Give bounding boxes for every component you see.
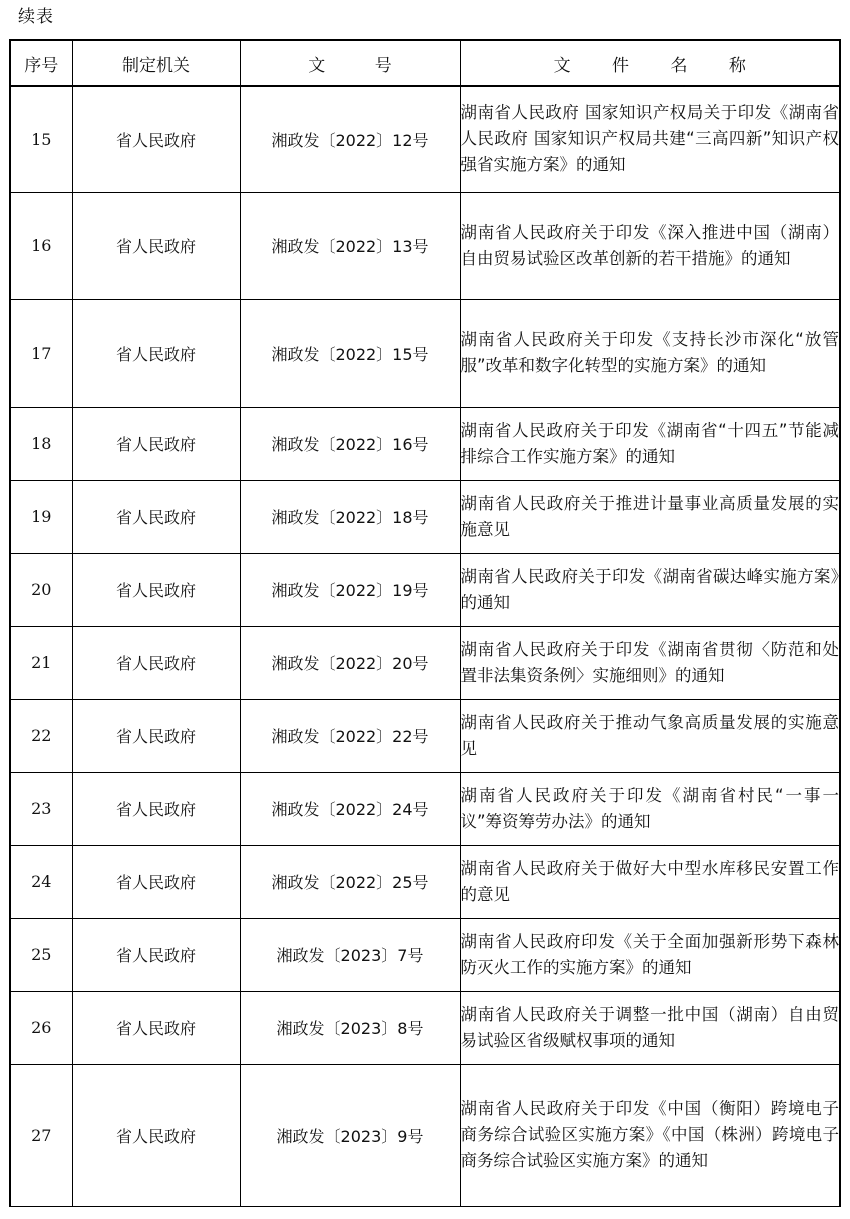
cell-serial-number: 18 (10, 407, 72, 480)
cell-serial-number: 16 (10, 192, 72, 299)
cell-issuing-authority: 省人民政府 (72, 918, 240, 991)
cell-document-title: 湖南省人民政府关于推进计量事业高质量发展的实施意见 (460, 480, 840, 553)
cell-document-number: 湘政发〔2022〕24号 (240, 772, 460, 845)
cell-document-title: 湖南省人民政府关于印发《深入推进中国（湖南）自由贸易试验区改革创新的若干措施》的通知 (460, 192, 840, 299)
cell-document-title: 湖南省人民政府关于做好大中型水库移民安置工作的意见 (460, 845, 840, 918)
table-row (10, 626, 840, 699)
cell-document-number: 湘政发〔2022〕16号 (240, 407, 460, 480)
cell-serial-number: 22 (10, 699, 72, 772)
cell-serial-number: 26 (10, 991, 72, 1064)
cell-document-number: 湘政发〔2022〕18号 (240, 480, 460, 553)
cell-issuing-authority: 省人民政府 (72, 845, 240, 918)
cell-document-number: 湘政发〔2023〕8号 (240, 991, 460, 1064)
table-row (10, 86, 840, 192)
cell-serial-number: 15 (10, 86, 72, 192)
cell-document-title: 湖南省人民政府关于印发《湖南省贯彻〈防范和处置非法集资条例〉实施细则》的通知 (460, 626, 840, 699)
cell-serial-number: 27 (10, 1064, 72, 1206)
cell-document-number: 湘政发〔2022〕22号 (240, 699, 460, 772)
cell-serial-number: 19 (10, 480, 72, 553)
header-serial-number: 序号 (10, 40, 72, 86)
table-row (10, 918, 840, 991)
cell-document-title: 湖南省人民政府关于调整一批中国（湖南）自由贸易试验区省级赋权事项的通知 (460, 991, 840, 1064)
table-row (10, 407, 840, 480)
table-row (10, 1064, 840, 1206)
cell-issuing-authority: 省人民政府 (72, 480, 240, 553)
cell-document-number: 湘政发〔2023〕7号 (240, 918, 460, 991)
table-row (10, 699, 840, 772)
document-list-table (9, 39, 841, 1207)
cell-issuing-authority: 省人民政府 (72, 626, 240, 699)
cell-serial-number: 17 (10, 299, 72, 407)
header-document-title: 文 件 名 称 (460, 40, 840, 86)
cell-document-number: 湘政发〔2022〕19号 (240, 553, 460, 626)
table-row (10, 991, 840, 1064)
cell-serial-number: 21 (10, 626, 72, 699)
cell-issuing-authority: 省人民政府 (72, 407, 240, 480)
cell-document-number: 湘政发〔2023〕9号 (240, 1064, 460, 1206)
header-row (10, 40, 840, 86)
cell-document-title: 湖南省人民政府关于印发《湖南省“十四五”节能减排综合工作实施方案》的通知 (460, 407, 840, 480)
cell-issuing-authority: 省人民政府 (72, 299, 240, 407)
table-row (10, 772, 840, 845)
cell-document-number: 湘政发〔2022〕20号 (240, 626, 460, 699)
table-row (10, 553, 840, 626)
cell-issuing-authority: 省人民政府 (72, 553, 240, 626)
cell-issuing-authority: 省人民政府 (72, 1064, 240, 1206)
cell-document-number: 湘政发〔2022〕12号 (240, 86, 460, 192)
cell-document-title: 湖南省人民政府关于印发《中国（衡阳）跨境电子商务综合试验区实施方案》《中国（株洲）跨境电子商务综合试验区实施方案》的通知 (460, 1064, 840, 1206)
cell-issuing-authority: 省人民政府 (72, 192, 240, 299)
cell-issuing-authority: 省人民政府 (72, 991, 240, 1064)
cell-document-title: 湖南省人民政府 国家知识产权局关于印发《湖南省人民政府 国家知识产权局共建“三高四新”知识产权强省实施方案》的通知 (460, 86, 840, 192)
cell-document-title: 湖南省人民政府关于推动气象高质量发展的实施意见 (460, 699, 840, 772)
cell-serial-number: 24 (10, 845, 72, 918)
cell-issuing-authority: 省人民政府 (72, 86, 240, 192)
cell-serial-number: 23 (10, 772, 72, 845)
table-row (10, 192, 840, 299)
cell-document-number: 湘政发〔2022〕25号 (240, 845, 460, 918)
cell-document-title: 湖南省人民政府关于印发《支持长沙市深化“放管服”改革和数字化转型的实施方案》的通知 (460, 299, 840, 407)
continued-table-label: 续表 (18, 7, 54, 27)
table-row (10, 480, 840, 553)
table-body (10, 86, 840, 1206)
table-header (10, 40, 840, 86)
header-document-number: 文 号 (240, 40, 460, 86)
cell-serial-number: 25 (10, 918, 72, 991)
table-row (10, 845, 840, 918)
cell-document-number: 湘政发〔2022〕13号 (240, 192, 460, 299)
cell-serial-number: 20 (10, 553, 72, 626)
header-issuing-authority: 制定机关 (72, 40, 240, 86)
cell-issuing-authority: 省人民政府 (72, 699, 240, 772)
cell-document-title: 湖南省人民政府印发《关于全面加强新形势下森林防灭火工作的实施方案》的通知 (460, 918, 840, 991)
cell-issuing-authority: 省人民政府 (72, 772, 240, 845)
cell-document-number: 湘政发〔2022〕15号 (240, 299, 460, 407)
table-row (10, 299, 840, 407)
cell-document-title: 湖南省人民政府关于印发《湖南省碳达峰实施方案》的通知 (460, 553, 840, 626)
cell-document-title: 湖南省人民政府关于印发《湖南省村民“一事一议”筹资筹劳办法》的通知 (460, 772, 840, 845)
